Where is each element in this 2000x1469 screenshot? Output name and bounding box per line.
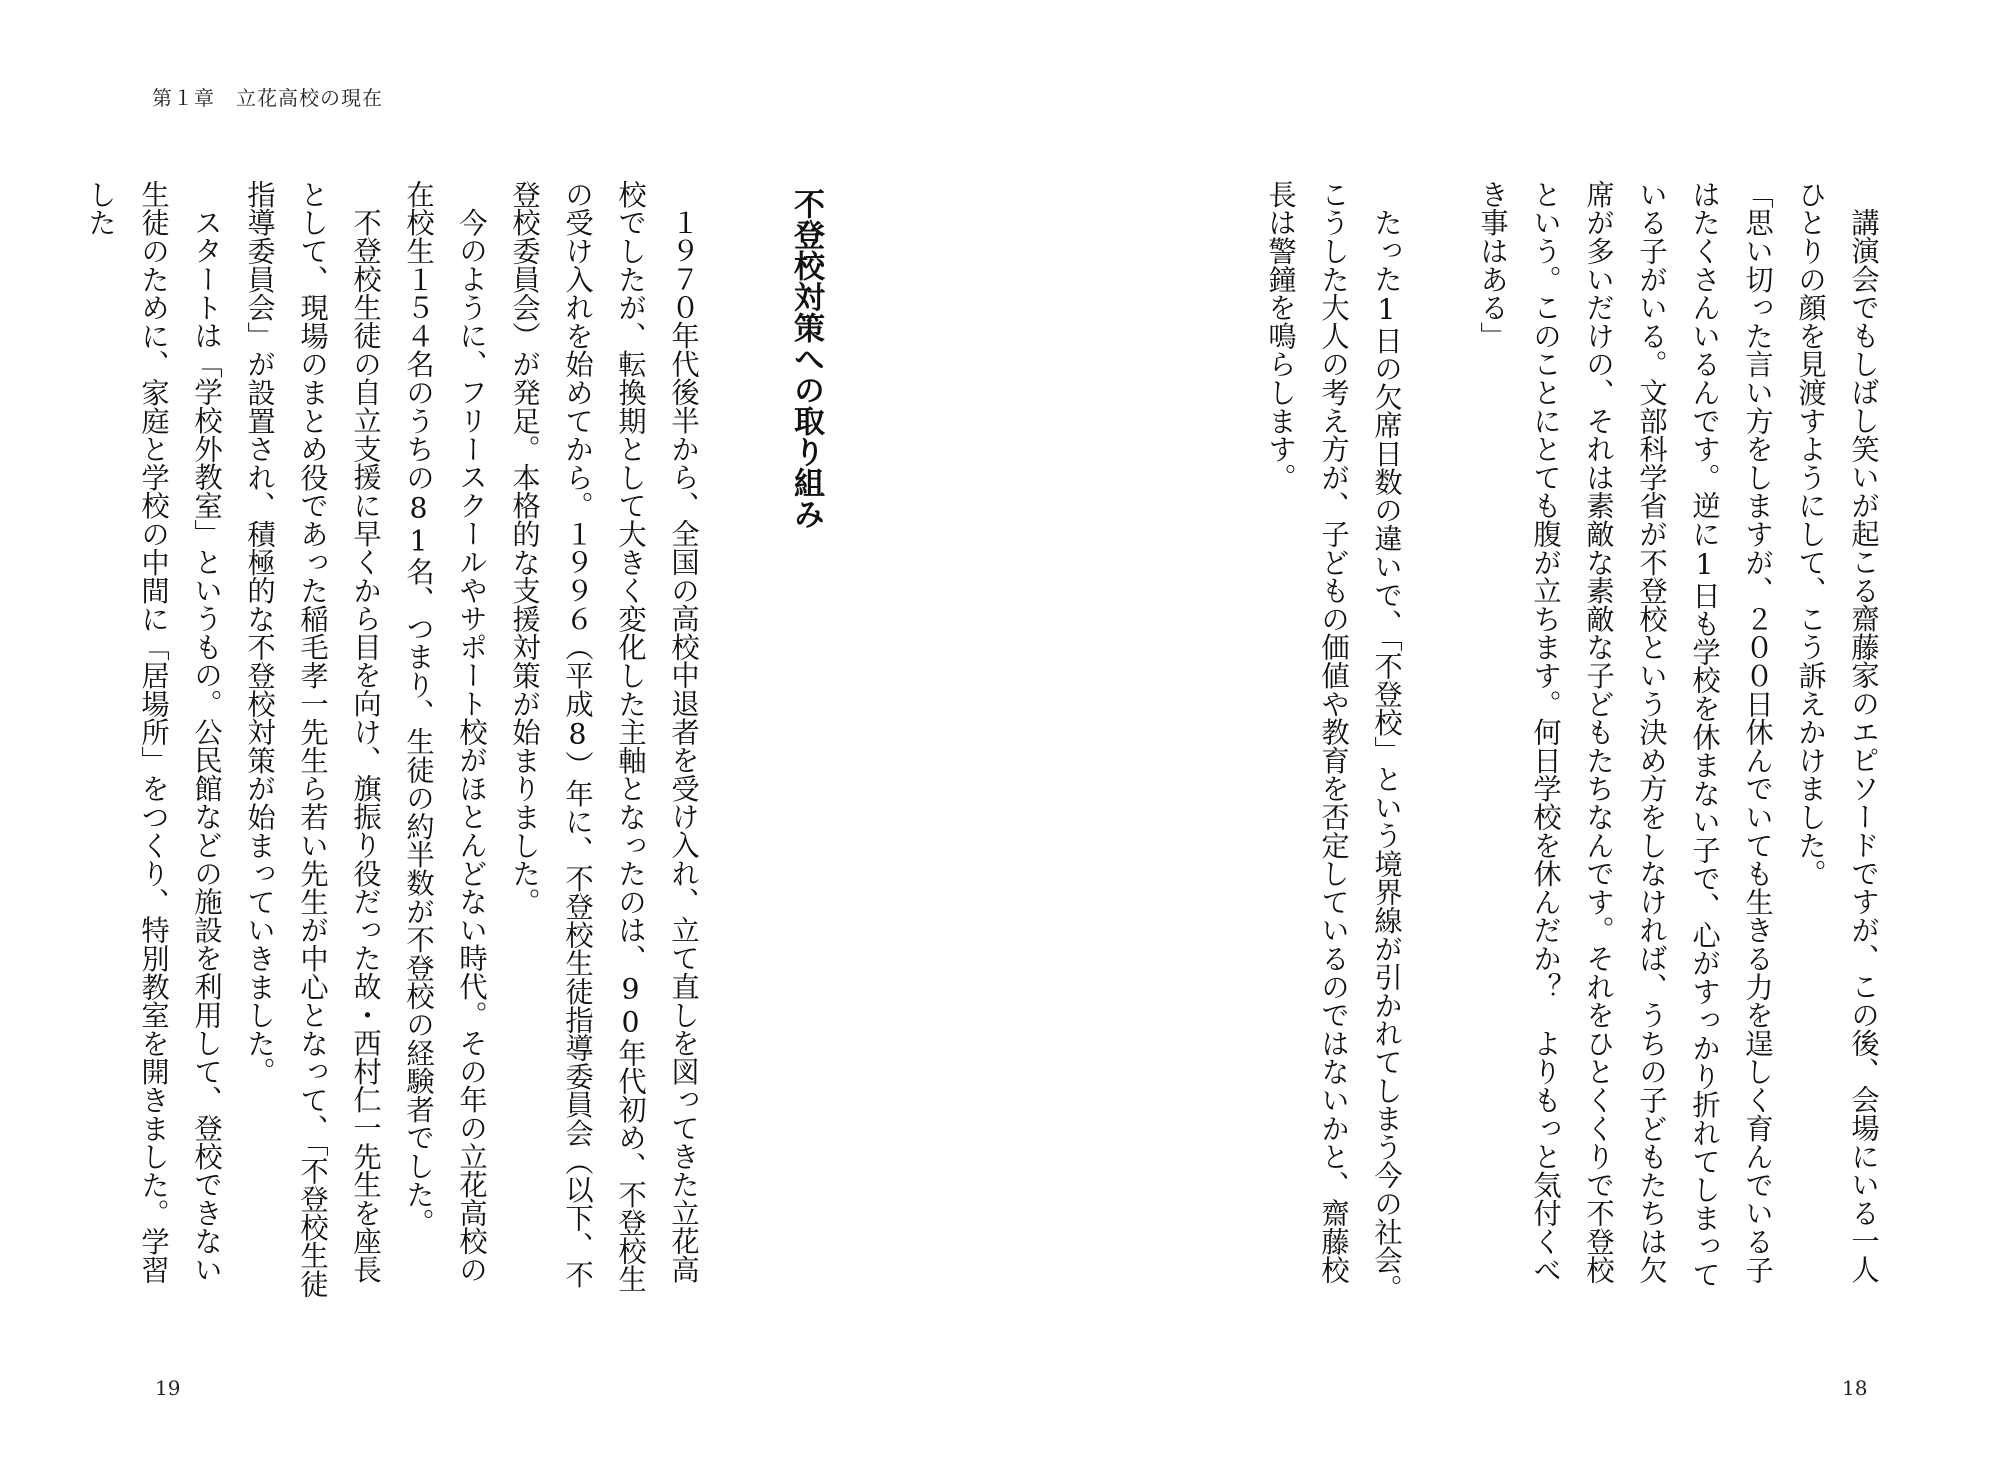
paragraph: 今のように、フリースクールやサポート校がほとんどない時代。その年の立花高校の在校生１５４名のうちの81名、つまり、生徒の約半数が不登校の経験者でした。 [402, 180, 488, 1284]
running-head: 第１章 立花高校の現在 [152, 86, 383, 110]
right-page-body [1264, 180, 1890, 1310]
left-page-body [84, 180, 710, 1310]
page-number-left: 19 [155, 1376, 181, 1400]
paragraph: たった1日の欠席日数の違いで、「不登校」という境界線が引かれてしまう今の社会。こうした大人の考え方が、子どもの価値や教育を否定しているのではないかと、齋藤校長は警鐘を鳴らします。 [1264, 180, 1403, 1303]
page-number-right: 18 [1842, 1376, 1868, 1400]
paragraph: スタートは「学校外教室」というもの。公民館などの施設を利用して、登校できない生徒のために、家庭と学校の中間に「居場所」をつくり、特別教室を開きました。学習した [84, 180, 223, 1284]
paragraph: 不登校生徒の自立支援に早くから目を向け、旗振り役だった故・西村仁一先生を座長として、現場のまとめ役であった稲毛孝一先生ら若い先生が中心となって、「不登校生徒指導委員会」が設置され、積極的な不登校対策が始まっていきました。 [243, 180, 382, 1298]
paragraph-quote: 「思い切った言い方をしますが、２００日休んでいても生きる力を逞しく育んでいる子はたくさんいるんです。逆に1日も学校を休まない子で、心がすっかり折れてしまっている子がいる。文部科学省が不登校という決め方をしなければ、うちの子どもたちは欠席が多いだけの、それは素敵な素敵な子どもたちなんです。それをひとくくりで不登校という。このことにとても腹が立ちます。何日学校を休んだか？ よりもっと気付くべき事はある」 [1476, 180, 1774, 1289]
paragraph: １９７０年代後半から、全国の高校中退者を受け入れ、立て直しを図ってきた立花高校でしたが、転換期として大きく変化した主軸となったのは、90年代初め、不登校生の受け入れを始めてから。１９９６（平成8）年に、不登校生徒指導委員会（以下、不登校委員会）が発足。本格的な支援対策が始まりました。 [508, 180, 700, 1294]
paragraph: 講演会でもしばし笑いが起こる齋藤家のエピソードですが、この後、会場にいる一人ひとりの顔を見渡すようにして、こう訴えかけました。 [1794, 180, 1880, 1284]
section-heading: 不登校対策への取り組み [788, 188, 824, 529]
paragraph-gap [1413, 180, 1466, 1310]
